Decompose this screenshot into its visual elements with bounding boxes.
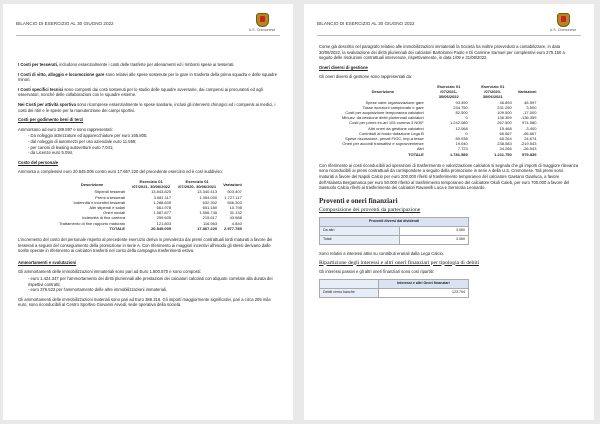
table-row: Oneri sociali 1.587.877 1.556.745 31.132 [103,210,242,216]
personale-table [56,179,245,231]
bullet-item: - dal noleggio di automezzi per uso aziendale euro 11.559; [28,138,137,144]
table-total-row: TOTALE 1.781.589 1.211.750 579.839 [408,151,537,157]
bullet-item: - per canoni di leasing autovetture euro 7.041; [28,144,114,150]
bullet-item: - euro 1.424.347 per l'ammortamento dei diritti pluriennali alle prestazioni dei calciatori calcolati con aliquote correlate alla durata dei rispettivi contratti; [28,275,273,287]
table-row: Oneri per accordi transattivi e sopravvenienze 19.040 238.583 -219.543 [342,141,537,147]
heading-godimento: Costi per godimento beni di terzi [18,117,84,123]
para-interessi-passivi: Gli interessi passivi e gli altri oneri finanziari sono così ripartiti: [319,269,434,275]
proventi-table [319,217,469,245]
table-head: Interessi e altri Oneri finanziari [378,279,468,288]
para-oneri: Gli oneri diversi di gestione sono rappresentati da: [319,74,413,80]
table-row: Minusv. da cessione diritti pluriennali calciatori 0 136.359 -136.359 [342,115,537,121]
oneri-table [339,84,539,157]
para-godimento: Ammontano ad euro 189.597 e sono rappresentati: [18,126,113,132]
club-logo [245,13,279,32]
table-row: Costi per acquisizione temporanea calciatori 82.500 109.500 -17.000 [345,109,537,115]
para-svalutazione: Come già descritto nel paragrafo relativo alle immobilizzazioni immateriali la Società ha inoltre provveduto a contabilizzare, in data 30/06/2022, la svalutazione dei diritti pluriennali dei calciatori Bartolomei Paolo e Di Carmine Samuel per complessivi euro 275.150 a seguito delle risoluzioni contrattuali intervenute, rispettivamente, in data 1/09 e 31/08/2022. [319,44,565,61]
club-crest-icon [256,13,269,27]
col-header: Esercizio 01 /07/2020- 30/06/2021 [178,178,217,190]
col-header: Variazioni [517,89,537,95]
heading-composizione: Composizione dei proventi da partecipazione [319,207,421,214]
table-row: Altri stipendi e salari 661.978 651.180 10.798 [89,204,242,210]
table-row: Totali 3.060 [320,235,469,244]
bullet-item: - euro 376.523 per l'ammortamento delle altre immobilizzazioni immateriali. [28,287,168,293]
left-body [18,62,278,312]
club-name: U.S. Cremonese [248,28,276,32]
left-page [3,4,293,420]
table-row: Premi a tesserati 3.081.117 1.354.000 1.727.117 [95,194,242,200]
club-crest-icon [557,13,570,27]
col-header: Esercizio 01 /07/2021- 30/06/2022 [132,178,171,190]
para-interessi-attivi: Sono relativi a interessi attivi su contributi erariali dalla Lega Calcio. [319,250,444,256]
table-row: Spese varie organizzazione gare 93.490 46.893 46.597 [365,99,537,105]
para-incremento: L'incremento del costo del personale rispetto al precedente esercizio deriva in prevalenza dai premi contrattuali lordi maturati a favore dei tesserati a seguito del conseguimento della promozione in serie A. Con riferimento ai maggiori incentivi all'esodo gli stessi derivano dalle scelte operate in riferimento ai calciatori trasferiti nel corso della campagna trasferimenti estiva. [18,236,273,254]
table-row: Tasse iscrizioni campionato e gare 234.750 231.250 3.500 [362,104,537,110]
para-costi-tesserati: I Costi per tesserati, includono essenzialmente i costi delle trasferte per allenamenti ed i rimborsi spese ai tesserati. [18,62,235,67]
header-title: BILANCIO DI ESERCIZIO AL 30 GIUGNO 2022 [317,21,415,26]
para-trasferimenti: Con riferimento ai costi riconducibili ad operazioni di trasferimento e valorizzazione calciatori si segnala che gli importi di maggiore rilevanza sono riconducibili ai premi contrattuali da corrispondere a seguito della promozione in serie A della U.S. Cremonese. Tali premi sono maturati a favore del Napoli Calcio per euro 200.000 riferiti al trasferimento temporaneo del calciatore Gaetano Gianluca, a favore dell'Atalanta Bergamasca per euro 50.000 riferito al trasferimento temporaneo del calciatore Okoli Caleb, per euro 700.000 a favore del Sassuolo Calcio riferiti al trasferimento dei calciatori Ravanelli Luca e Sernicola Leonardo. [319,162,579,191]
header-title: BILANCIO DI ESERCIZIO AL 30 GIUGNO 2022 [16,21,114,26]
table-row: Trattamento di fine rapporto maturato 121.803 116.963 4.840 [59,220,242,226]
table-row: Stipendi tesserati 13.843.820 13.340.413 503.407 [94,189,242,195]
para-personale: Ammonta a complessivi euro 20.845.005 contro euro 17.667.220 del precedente esercizio ed è così suddiviso: [18,169,223,175]
table-row: Contributi al fondo dotazione Lega B 0 66.667 -66.667 [359,130,537,136]
bullet-item: - da Licenze euro 5.094. [28,150,74,156]
right-body [319,44,579,304]
right-page [304,4,594,420]
para-ammortamenti-materiali: Gli ammortamenti delle immobilizzazioni materiali sono pari ad Euro 386.316. Gli importi maggiormente significativi, pari a circa 205 mila euro, sono riconducibili al Centro Sportivo Giovanni Arvedi, sede operativa della società. [18,296,271,308]
para-ammortamenti: Gli ammortamenti delle immobilizzazioni immateriali sono pari ad Euro 1.800.870 e sono composti: [18,269,201,275]
col-header: Esercizio 01 /07/2020- 30/06/2021 [481,83,505,100]
club-logo [546,13,580,32]
col-header: Descrizione [80,181,104,187]
col-header: Variazioni [223,181,242,187]
oneri-finanziari-table [319,279,469,298]
table-row: Altri oneri da gestione calciatori 12.068 15.468 -3.400 [368,125,537,131]
col-header: Esercizio 01 /07/2021- 30/06/2022 [437,83,461,100]
table-row: Altri 7.723 34.266 -26.543 [416,146,537,152]
table-total-row: TOTALE 20.845.005 17.867.220 2.977.785 [109,225,242,231]
heading-ammortamenti: Ammortamenti e svalutazioni [18,259,77,265]
heading-proventi: Proventi e oneri finanziari [319,196,398,205]
table-row: Spese riscossione, penali FIGC, imp.a tesse 89.938 65.264 24.674 [345,136,537,141]
para-attivita-sportiva: Nei Costi per attività sportiva sono ricomprese essenzialmente le spese sanitarie, inclusi gli interventi chirurgici ed i compensi ai medici, i costi dei ritiri e le spese per la manutenzione dei campi sportivi. [18,101,276,113]
header-divider [16,35,280,36]
heading-personale: Costo del personale [18,159,59,165]
heading-oneri: Oneri diversi di gestione [319,64,368,70]
table-row: Costi per premi ex-art 103 comma 3 NOIF 1.242.080 267.500 974.580 [349,120,537,126]
para-vitto-alloggio: I Costi di vitto, alloggio e locomozione gare sono relativi alle spese sostenute per le gare in trasferta della prima squadra e delle squadre minori. [18,71,278,83]
table-row: Indennità e incentivi tesserati 1.288.605 632.302 656.303 [73,199,242,205]
table-head: Proventi diversi dai dividendi [320,217,469,226]
col-header: Descrizione [371,89,395,95]
para-costi-tecnici: I Costi specifici tecnici sono composti dai costi sostenuti per lo studio delle squadre avversarie, dai compensi ai procuratori ed agli osservatori, nonché delle collaborazioni con le squadre esterne. [18,86,263,98]
club-name: U.S. Cremonese [549,28,577,32]
table-row: Debiti verso banche 123.794 [320,288,469,297]
heading-ripartizione: Ripartizione degli interessi e altri oneri finanziari per tipologia di debiti [319,259,479,266]
bullet-item: - Da noleggio attrezzature ed apparecchiature per euro 165.805; [28,133,148,139]
header-divider [317,35,581,36]
table-row: Indennità di fine carriera 259.605 215.617 43.988 [82,215,242,221]
table-row: Da altri 3.060 [320,226,469,235]
